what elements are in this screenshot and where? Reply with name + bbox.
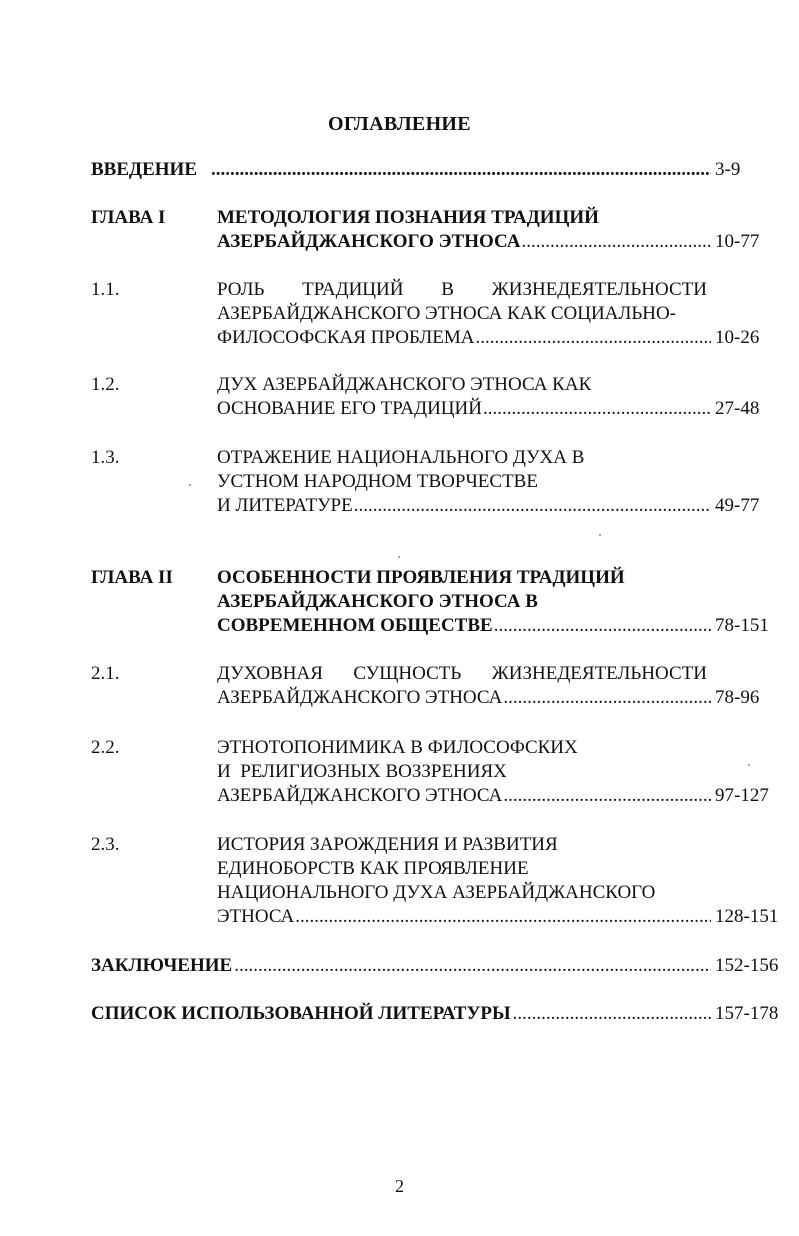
section-1-3-title-line-1: ОТРАЖЕНИЕ НАЦИОНАЛЬНОГО ДУХА В (217, 447, 585, 468)
section-1-3-pages: 49-77 (715, 495, 760, 516)
section-2-2-pages: 97-127 (715, 785, 769, 806)
leader-dots (503, 784, 711, 808)
intro-pages: 3-9 (715, 159, 741, 180)
section-2-3-title-line-1: ИСТОРИЯ ЗАРОЖДЕНИЯ И РАЗВИТИЯ (217, 834, 558, 855)
section-2-3-title-line-2: ЕДИНОБОРСТВ КАК ПРОЯВЛЕНИЕ (217, 858, 529, 879)
leader-dots (494, 614, 711, 638)
section-1-1-number: 1.1. (91, 279, 120, 300)
chapter-2-title-line-2: АЗЕРБАЙДЖАНСКОГО ЭТНОСА В (217, 591, 538, 612)
toc-entry-references (91, 1002, 781, 1026)
section-1-3-number: 1.3. (91, 447, 120, 468)
chapter-2-pages: 78-151 (715, 615, 769, 636)
toc-entry-conclusion (91, 954, 781, 978)
section-2-3-title-line-3: НАЦИОНАЛЬНОГО ДУХА АЗЕРБАЙДЖАНСКОГО (217, 882, 656, 903)
chapter-2-title-line-3: СОВРЕМЕННОМ ОБЩЕСТВЕ (217, 615, 493, 636)
leader-dots (211, 158, 711, 182)
section-2-2-title-line-3: АЗЕРБАЙДЖАНСКОГО ЭТНОСА (217, 785, 503, 806)
leader-dots (483, 397, 711, 421)
leader-dots (234, 954, 711, 978)
section-2-2-number: 2.2. (91, 737, 120, 758)
leader-dots (503, 686, 711, 710)
section-1-1-title-line-1: РОЛЬ ТРАДИЦИЙ В ЖИЗНЕДЕЯТЕЛЬНОСТИ (217, 279, 707, 300)
section-2-1-pages: 78-96 (715, 687, 760, 708)
leader-dots (522, 230, 711, 254)
scan-speck (189, 484, 191, 486)
leader-dots (513, 1002, 711, 1026)
section-2-3-title-line-4: ЭТНОСА (217, 906, 295, 927)
conclusion-label: ЗАКЛЮЧЕНИЕ (91, 955, 233, 976)
references-pages: 157-178 (715, 1003, 779, 1024)
section-1-1-title-line-2: АЗЕРБАЙДЖАНСКОГО ЭТНОСА КАК СОЦИАЛЬНО- (217, 303, 677, 324)
section-2-2-title-line-1: ЭТНОТОПОНИМИКА В ФИЛОСОФСКИХ (217, 737, 578, 758)
section-2-3-number: 2.3. (91, 834, 120, 855)
chapter-1-title-line-1: МЕТОДОЛОГИЯ ПОЗНАНИЯ ТРАДИЦИЙ (217, 207, 599, 228)
leader-dots (475, 326, 711, 350)
toc-title: ОГЛАВЛЕНИЕ (328, 113, 471, 135)
section-2-1-title-line-1: ДУХОВНАЯ СУЩНОСТЬ ЖИЗНЕДЕЯТЕЛЬНОСТИ (217, 663, 707, 684)
leader-dots (295, 905, 711, 929)
chapter-2-label: ГЛАВА II (91, 567, 173, 588)
chapter-1-label: ГЛАВА I (91, 207, 166, 228)
section-2-1-number: 2.1. (91, 663, 120, 684)
intro-label: ВВЕДЕНИЕ (91, 159, 197, 180)
section-2-1-title-line-2: АЗЕРБАЙДЖАНСКОГО ЭТНОСА (217, 687, 503, 708)
section-2-3-pages: 128-151 (715, 906, 779, 927)
conclusion-pages: 152-156 (715, 955, 779, 976)
section-1-2-pages: 27-48 (715, 398, 760, 419)
section-1-2-number: 1.2. (91, 374, 120, 395)
toc-entry-intro (91, 158, 781, 182)
section-1-1-title-line-3: ФИЛОСОФСКАЯ ПРОБЛЕМА (217, 327, 475, 348)
scan-speck (398, 556, 400, 558)
section-1-2-title-line-2: ОСНОВАНИЕ ЕГО ТРАДИЦИЙ (217, 398, 482, 419)
section-2-2-title-line-2: И РЕЛИГИОЗНЫХ ВОЗЗРЕНИЯХ (217, 761, 507, 782)
section-1-1-pages: 10-26 (715, 327, 760, 348)
section-1-3-title-line-2: УСТНОМ НАРОДНОМ ТВОРЧЕСТВЕ (217, 471, 538, 492)
chapter-1-pages: 10-77 (715, 231, 760, 252)
references-label: СПИСОК ИСПОЛЬЗОВАННОЙ ЛИТЕРАТУРЫ (91, 1003, 511, 1024)
chapter-2-title-line-1: ОСОБЕННОСТИ ПРОЯВЛЕНИЯ ТРАДИЦИЙ (217, 567, 625, 588)
section-1-3-title-line-3: И ЛИТЕРАТУРЕ (217, 495, 353, 516)
scan-speck (748, 764, 750, 766)
page-number: 2 (395, 1176, 404, 1196)
section-1-2-title-line-1: ДУХ АЗЕРБАЙДЖАНСКОГО ЭТНОСА КАК (217, 374, 592, 395)
leader-dots (354, 494, 711, 518)
scan-speck (599, 534, 601, 536)
chapter-1-title-line-2: АЗЕРБАЙДЖАНСКОГО ЭТНОСА (217, 231, 521, 252)
